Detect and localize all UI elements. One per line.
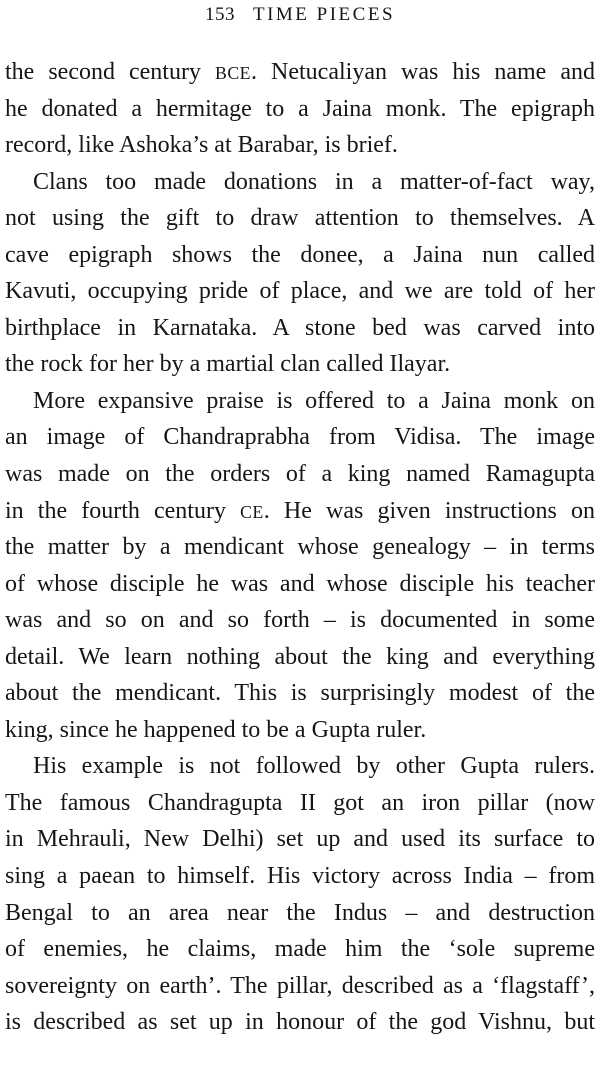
text-line: record, like Ashoka’s at Barabar, is brief. — [5, 132, 398, 159]
text-line: of enemies, he claims, made him the ‘sole supreme — [5, 936, 595, 963]
text-line: the second century BCE. Netucaliyan was his name and — [5, 59, 595, 85]
text-line: an image of Chandraprabha from Vidisa. The image — [5, 424, 595, 451]
paragraph — [5, 164, 595, 383]
text-line: the matter by a mendicant whose genealogy – in terms — [5, 534, 595, 561]
paragraph — [5, 54, 595, 164]
text-line: detail. We learn nothing about the king and everything — [5, 643, 595, 670]
text-line: in Mehrauli, New Delhi) set up and used its surface to — [5, 826, 595, 853]
text-line: was and so on and so forth – is documented in some — [5, 607, 595, 634]
text-line: sing a paean to himself. His victory across India – from — [5, 863, 595, 890]
text-line: The famous Chandragupta II got an iron pillar (now — [5, 789, 595, 816]
text-line: Kavuti, occupying pride of place, and we are told of her — [5, 278, 595, 305]
text-line: in the fourth century CE. He was given instructions on — [5, 497, 595, 524]
text-line: More expansive praise is offered to a Jaina monk on — [33, 387, 595, 414]
text-line: Clans too made donations in a matter-of-fact way, — [33, 168, 595, 195]
text-line: king, since he happened to be a Gupta ruler. — [5, 716, 427, 743]
body-text — [5, 54, 595, 1041]
text-line: the rock for her by a martial clan called Ilayar. — [5, 351, 451, 378]
text-line: of whose disciple he was and whose disciple his teacher — [5, 570, 595, 597]
text-line: is described as set up in honour of the god Vishnu, but — [5, 1009, 595, 1036]
paragraph — [5, 383, 595, 748]
text-line: Bengal to an area near the Indus – and destruction — [5, 899, 595, 926]
text-line: not using the gift to draw attention to themselves. A — [5, 205, 595, 232]
paragraph — [5, 748, 595, 1040]
running-title: TIME PIECES — [252, 4, 396, 25]
text-line: about the mendicant. This is surprisingly modest of the — [5, 680, 595, 707]
page-number: 153 — [204, 4, 235, 25]
era-abbreviation: CE — [240, 501, 264, 522]
text-line: birthplace in Karnataka. A stone bed was carved into — [5, 314, 595, 341]
text-line: was made on the orders of a king named Ramagupta — [5, 461, 595, 488]
text-line: cave epigraph shows the donee, a Jaina nun called — [5, 241, 595, 268]
text-line: His example is not followed by other Gupta rulers. — [33, 753, 595, 780]
running-head — [0, 0, 600, 30]
text-line: sovereignty on earth’. The pillar, described as a ‘flagstaff’, — [5, 972, 595, 999]
era-abbreviation: BCE — [214, 63, 252, 83]
text-line: he donated a hermitage to a Jaina monk. The epigraph — [5, 95, 595, 122]
